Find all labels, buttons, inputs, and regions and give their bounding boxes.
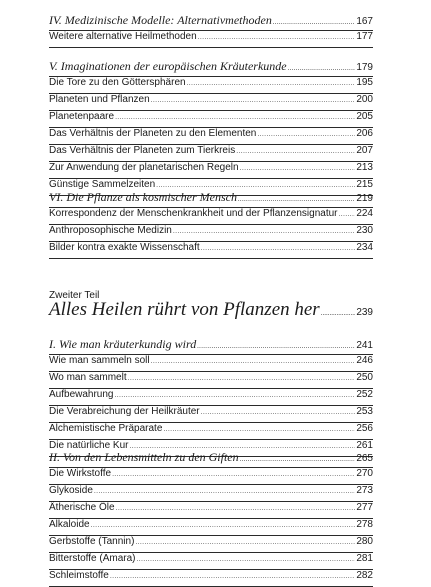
toc-heading-label: VI. Die Pflanze als kosmischer Mensch	[49, 190, 237, 204]
toc-page-number: 207	[356, 145, 373, 156]
toc-page-number: 273	[356, 485, 373, 496]
toc-entry[interactable]	[49, 519, 373, 536]
toc-entry-label: Alchemistische Präparate	[49, 423, 163, 434]
toc-page-number: 179	[356, 62, 373, 73]
toc-entry[interactable]	[49, 536, 373, 553]
toc-section-v	[49, 59, 373, 196]
toc-section-vi	[49, 190, 373, 259]
toc-page-number: 265	[356, 453, 373, 464]
toc-entry[interactable]	[49, 553, 373, 570]
toc-heading-label: II. Von den Lebensmitteln zu den Giften	[49, 450, 239, 464]
toc-page-number: 281	[356, 553, 373, 564]
toc-heading[interactable]	[49, 190, 373, 208]
dot-leader	[288, 64, 356, 72]
toc-page-number: 277	[356, 502, 373, 513]
toc-page-number: 282	[356, 570, 373, 581]
toc-page-number: 177	[356, 31, 373, 42]
dot-leader	[321, 309, 356, 317]
toc-section-iv	[49, 13, 373, 48]
toc-page-number: 252	[356, 389, 373, 400]
toc-entry-label: Günstige Sammelzeiten	[49, 179, 156, 190]
toc-entry-label: Bilder kontra exakte Wissenschaft	[49, 242, 200, 253]
toc-entry[interactable]	[49, 502, 373, 519]
toc-page-number: 230	[356, 225, 373, 236]
part-label: Zweiter Teil	[49, 290, 100, 301]
toc-entry-label: Gerbstoffe (Tannin)	[49, 536, 135, 547]
dot-leader	[116, 505, 356, 512]
dot-leader	[112, 471, 355, 478]
toc-entry[interactable]	[49, 31, 373, 48]
dot-leader	[236, 148, 355, 155]
toc-entry-label: Die Tore zu den Göttersphären	[49, 77, 186, 88]
toc-page-number: 246	[356, 355, 373, 366]
toc-entry-label: Korrespondenz der Menschenkrankheit und der Pflanzensignatur	[49, 208, 338, 219]
toc-entry-label: Ätherische Öle	[49, 502, 115, 513]
dot-leader	[198, 34, 356, 41]
toc-entry-label: Die Verabreichung der Heilkräuter	[49, 406, 200, 417]
toc-entry[interactable]	[49, 162, 373, 179]
dot-leader	[201, 409, 356, 416]
toc-entry-label: Das Verhältnis der Planeten zu den Elementen	[49, 128, 257, 139]
dot-leader	[238, 195, 355, 203]
dot-leader	[94, 488, 355, 495]
toc-page-number: 215	[356, 179, 373, 190]
toc-page-number: 280	[356, 536, 373, 547]
dot-leader	[187, 80, 356, 87]
dot-leader	[115, 392, 356, 399]
toc-page-number: 239	[356, 307, 373, 318]
part-title[interactable]	[49, 299, 373, 323]
toc-heading[interactable]	[49, 450, 373, 468]
toc-entry[interactable]	[49, 485, 373, 502]
toc-page-number: 200	[356, 94, 373, 105]
toc-entry-label: Zur Anwendung der planetarischen Regeln	[49, 162, 239, 173]
toc-page-number: 234	[356, 242, 373, 253]
toc-entry[interactable]	[49, 145, 373, 162]
toc-entry-label: Anthroposophische Medizin	[49, 225, 172, 236]
toc-entry-label: Planetenpaare	[49, 111, 115, 122]
toc-entry-label: Aufbewahrung	[49, 389, 114, 400]
dot-leader	[339, 211, 356, 218]
toc-entry-label: Schleimstoffe	[49, 570, 109, 581]
toc-entry[interactable]	[49, 94, 373, 111]
toc-heading[interactable]	[49, 59, 373, 77]
toc-heading-label: I. Wie man kräuterkundig wird	[49, 337, 197, 351]
toc-page-number: 261	[356, 440, 373, 451]
toc-entry-label: Bitterstoffe (Amara)	[49, 553, 136, 564]
toc-entry[interactable]	[49, 77, 373, 94]
toc-entry[interactable]	[49, 208, 373, 225]
toc-entry-label: Wie man sammeln soll	[49, 355, 150, 366]
toc-page-number: 167	[356, 16, 373, 27]
toc-page-number: 250	[356, 372, 373, 383]
toc-page-number: 213	[356, 162, 373, 173]
toc-entry[interactable]	[49, 128, 373, 145]
toc-page-number: 219	[356, 193, 373, 204]
dot-leader	[201, 245, 356, 252]
toc-entry-label: Weitere alternative Heilmethoden	[49, 31, 197, 42]
toc-entry[interactable]	[49, 111, 373, 128]
toc-page-number: 256	[356, 423, 373, 434]
dot-leader	[273, 18, 355, 26]
toc-heading[interactable]	[49, 13, 373, 31]
dot-leader	[128, 375, 356, 382]
dot-leader	[156, 182, 355, 189]
toc-heading-label: IV. Medizinische Modelle: Alternativmethoden	[49, 13, 272, 27]
dot-leader	[151, 97, 356, 104]
dot-leader	[91, 522, 356, 529]
toc-page-number: 278	[356, 519, 373, 530]
toc-entry[interactable]	[49, 468, 373, 485]
toc-page-number: 224	[356, 208, 373, 219]
dot-leader	[129, 443, 355, 450]
toc-entry[interactable]	[49, 242, 373, 259]
dot-leader	[115, 114, 355, 121]
toc-page-number: 205	[356, 111, 373, 122]
dot-leader	[257, 131, 355, 138]
toc-entry[interactable]	[49, 389, 373, 406]
toc-entry-label: Die natürliche Kur	[49, 440, 129, 451]
dot-leader	[110, 573, 355, 580]
part-title-label: Alles Heilen rührt von Pflanzen her	[49, 299, 320, 320]
dot-leader	[163, 426, 355, 433]
dot-leader	[137, 556, 356, 563]
dot-leader	[173, 228, 355, 235]
toc-entry[interactable]	[49, 406, 373, 423]
toc-entry[interactable]	[49, 355, 373, 372]
toc-entry[interactable]	[49, 225, 373, 242]
toc-page-number: 195	[356, 77, 373, 88]
toc-entry-label: Alkaloide	[49, 519, 90, 530]
toc-heading[interactable]	[49, 337, 373, 355]
toc-part2-section-ii	[49, 450, 373, 587]
toc-page-number: 270	[356, 468, 373, 479]
dot-leader	[135, 539, 355, 546]
dot-leader	[197, 342, 355, 350]
toc-entry[interactable]	[49, 372, 373, 389]
toc-entry[interactable]	[49, 570, 373, 587]
dot-leader	[240, 165, 356, 172]
toc-entry-label: Die Wirkstoffe	[49, 468, 112, 479]
toc-heading-label: V. Imaginationen der europäischen Kräuterkunde	[49, 59, 287, 73]
toc-page-number: 253	[356, 406, 373, 417]
toc-entry[interactable]	[49, 423, 373, 440]
toc-part2-section-i	[49, 337, 373, 457]
toc-page-number: 206	[356, 128, 373, 139]
toc-entry-label: Planeten und Pflanzen	[49, 94, 150, 105]
toc-entry-label: Wo man sammelt	[49, 372, 127, 383]
toc-page-number: 241	[356, 340, 373, 351]
dot-leader	[151, 358, 356, 365]
toc-entry-label: Glykoside	[49, 485, 93, 496]
dot-leader	[240, 455, 356, 463]
toc-entry-label: Das Verhältnis der Planeten zum Tierkreis	[49, 145, 236, 156]
